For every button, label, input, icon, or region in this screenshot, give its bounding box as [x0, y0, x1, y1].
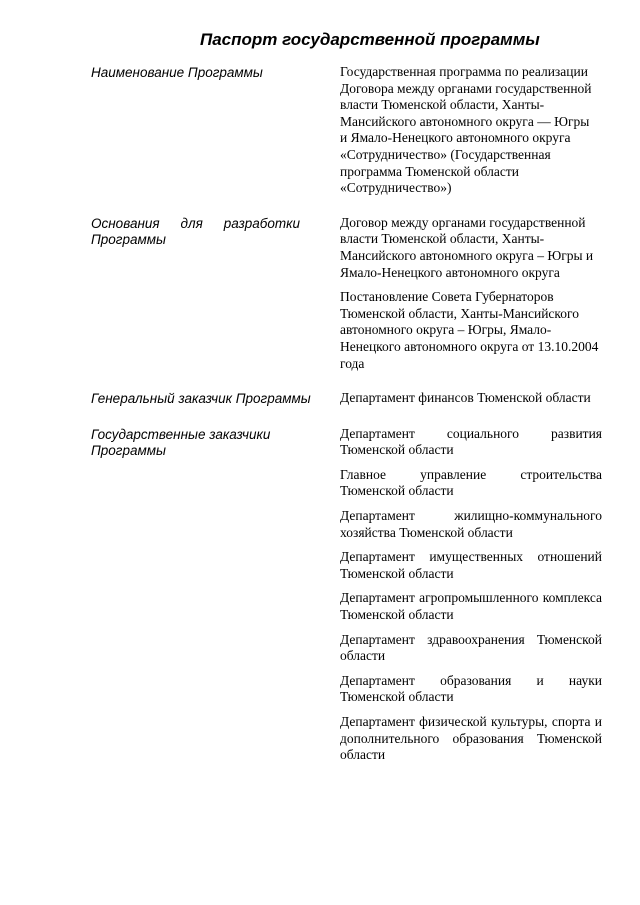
passport-value-paragraph: Государственная программа по реализации Договора между органами государственной власти Тюменской области, Ханты-Мансийского автономного округа — Югры и Ямало-Ненецкого автономного округа «Сотрудничество» (Государственная программа Тюменской области «Сотрудничество») [340, 64, 592, 196]
passport-row-program-name [91, 64, 602, 197]
passport-value-paragraph: Департамент социального развития Тюменской области [340, 425, 602, 458]
passport-value-paragraph: Департамент жилищно-коммунального хозяйства Тюменской области [340, 507, 602, 540]
passport-row-state-customers [91, 426, 602, 764]
passport-row-label: Генеральный заказчик Программы [91, 391, 311, 407]
passport-row-values [340, 215, 602, 372]
passport-row-label: Основания для разработки Программы [91, 215, 300, 248]
passport-value-paragraph: Главное управление строительства Тюменской области [340, 466, 602, 499]
passport-row-values [340, 426, 602, 764]
passport-value-paragraph: Договор между органами государственной власти Тюменской области, Ханты-Мансийского автономного округа – Югры и Ямало-Ненецкого автономного округа [340, 214, 594, 280]
passport-value-paragraph: Департамент имущественных отношений Тюменской области [340, 549, 602, 581]
passport-row-basis [91, 215, 602, 372]
passport-value-paragraph: Департамент здравоохранения Тюменской области [340, 631, 602, 664]
passport-row-values [340, 64, 602, 197]
passport-value-paragraph: Департамент физической культуры, спорта и дополнительного образования Тюменской области [340, 713, 602, 763]
passport-value-paragraph: Постановление Совета Губернаторов Тюменской области, Ханты-Мансийского автономного округа – Югры, Ямало-Ненецкого автономного округа от 13.10.2004 года [340, 289, 599, 371]
program-passport-table [91, 64, 602, 782]
passport-row-label: Наименование Программы [91, 65, 263, 80]
passport-row-general-customer [91, 390, 602, 408]
passport-row-values [340, 390, 602, 408]
passport-row-label: Государственные заказчики Программы [91, 426, 271, 459]
passport-value-paragraph: Департамент финансов Тюменской области [340, 390, 591, 406]
passport-value-paragraph: Департамент агропромышленного комплекса Тюменской области [340, 590, 602, 622]
page-title: Паспорт государственной программы [200, 30, 540, 49]
passport-value-paragraph: Департамент образования и науки Тюменской области [340, 672, 602, 705]
